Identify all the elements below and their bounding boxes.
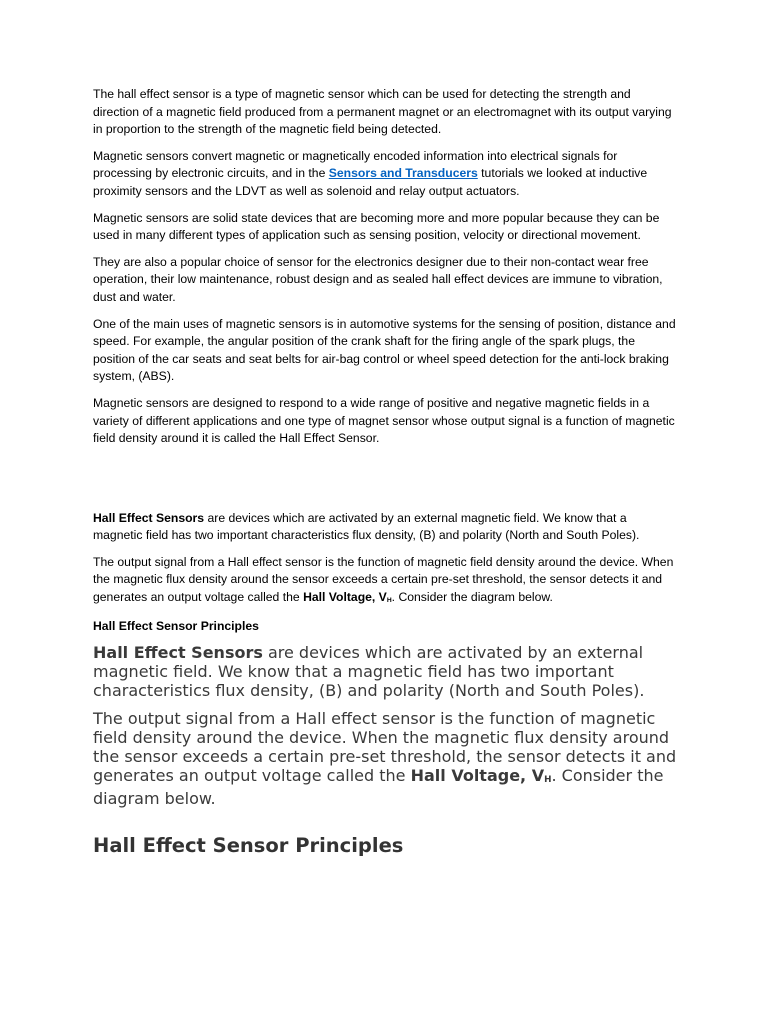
output-signal-text-large: The output signal from a Hall effect sensor is the function of magnetic field density around the device. When the magnetic flux density around the sensor exceeds a certain pre-set threshold, the sensor detects it and generates an output voltage called the — [93, 708, 677, 785]
intro-paragraph-6: Magnetic sensors are designed to respond to a wide range of positive and negative magnetic fields in a variety of different applications and one type of magnet sensor whose output signal is a function of magnetic field density around it is called the Hall Effect Sensor. — [93, 395, 675, 446]
hall-voltage-label-large: Hall Voltage, V — [410, 765, 545, 785]
intro-paragraph-3: Magnetic sensors are solid state devices that are becoming more and more popular because they can be used in many different types of application such as sensing position, velocity or directional movement. — [93, 210, 660, 243]
principles-heading-small: Hall Effect Sensor Principles — [93, 618, 259, 633]
output-signal-paragraph-large — [93, 709, 678, 808]
output-signal-text-small: The output signal from a Hall effect sensor is the function of magnetic field density around the device. When the magnetic flux density around the sensor exceeds a certain pre-set threshold, the sensor detects it and generates an output voltage called the — [93, 554, 674, 605]
hall-sensors-paragraph-small — [93, 510, 678, 545]
hall-voltage-subscript-large: H — [544, 774, 552, 785]
hall-sensors-text-large: are devices which are activated by an external magnetic field. We know that a magnetic field has two important characteristics flux density, (B) and polarity (North and South Poles). — [93, 642, 645, 700]
intro-paragraph-5: One of the main uses of magnetic sensors is in automotive systems for the sensing of position, distance and speed. For example, the angular position of the crank shaft for the firing angle of the spark plugs, the position of the car seats and seat belts for air-bag control or wheel speed detection for the anti-lock braking system, (ABS). — [93, 316, 676, 384]
output-signal-end-small: . Consider the diagram below. — [391, 590, 553, 605]
output-signal-end-large: . Consider the diagram below. — [93, 765, 664, 808]
hall-sensors-paragraph-large — [93, 643, 678, 700]
principles-heading-large: Hall Effect Sensor Principles — [93, 833, 404, 857]
intro-paragraph-1: The hall effect sensor is a type of magnetic sensor which can be used for detecting the strength and direction of a magnetic field produced from a permanent magnet or an electromagnet with its output varying in proportion to the strength of the magnetic field being detected. — [93, 87, 672, 137]
intro-paragraph-2-start: Magnetic sensors convert magnetic or magnetically encoded information into electrical signals for processing by electronic circuits, and in the — [93, 148, 618, 181]
intro-paragraph-2-end: tutorials we looked at inductive proximity sensors and the LDVT as well as solenoid and relay output actuators. — [93, 166, 648, 198]
intro-paragraph-2 — [93, 148, 678, 201]
hall-sensors-text-small: are devices which are activated by an external magnetic field. We know that a magnetic field has two important characteristics flux density, (B) and polarity (North and South Poles). — [93, 510, 640, 543]
document-page — [93, 86, 678, 858]
paragraph-spacer — [93, 457, 678, 510]
intro-paragraph-4: They are also a popular choice of sensor for the electronics designer due to their non-contact wear free operation, their low maintenance, robust design and as sealed hall effect devices are immune to vibration, dust and water. — [93, 254, 663, 304]
hall-voltage-label-small: Hall Voltage, V — [303, 590, 387, 605]
hall-voltage-term-large — [411, 766, 552, 785]
sensors-and-transducers-link[interactable]: Sensors and Transducers — [328, 166, 478, 181]
output-signal-paragraph-small — [93, 554, 678, 609]
hall-sensors-term-small: Hall Effect Sensors — [93, 510, 205, 525]
hall-sensors-term-large: Hall Effect Sensors — [93, 642, 263, 662]
hall-voltage-subscript-small: H — [386, 597, 392, 605]
hall-voltage-term-small — [303, 590, 392, 604]
